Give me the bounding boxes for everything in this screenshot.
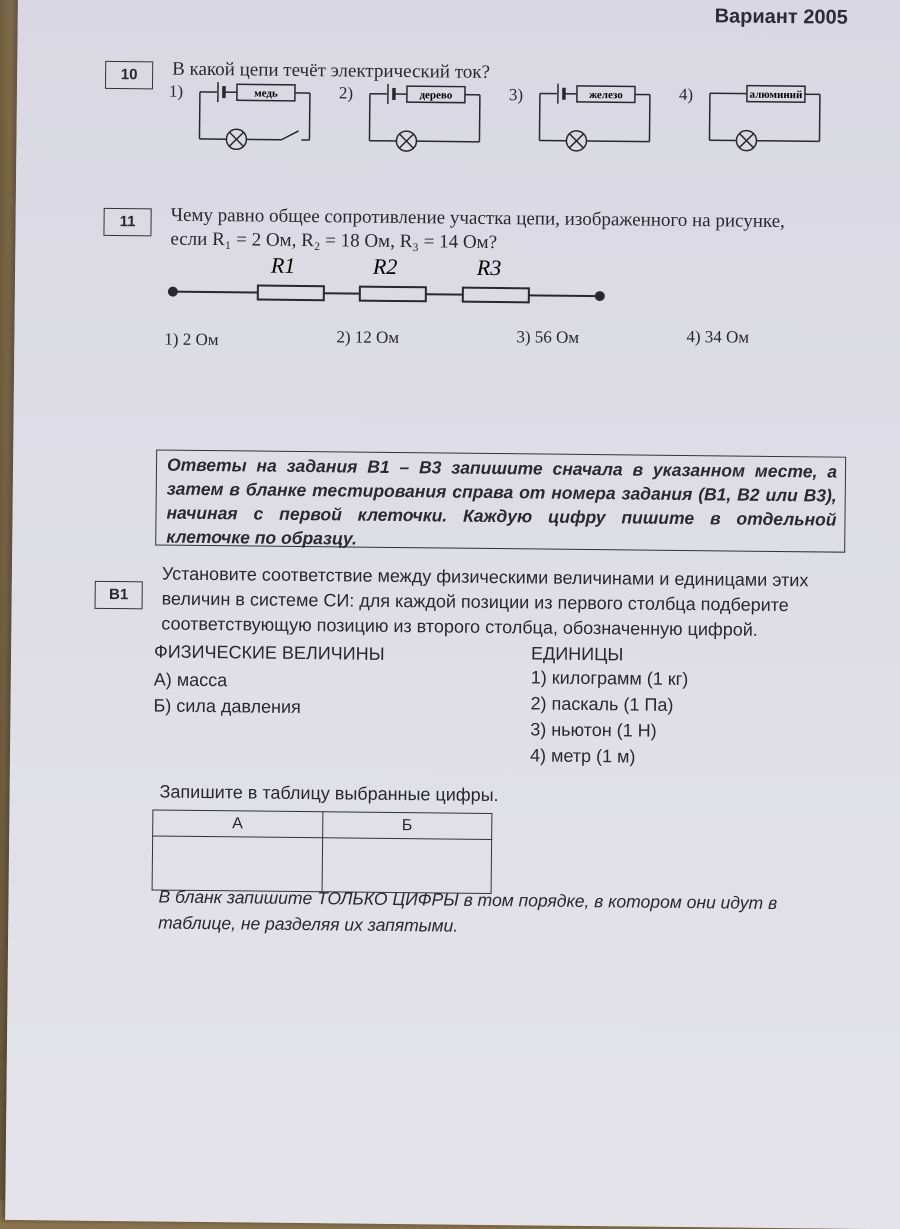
b1-unit-3: 3) ньютон (1 Н) — [530, 717, 657, 742]
circuit-2-diagram — [366, 76, 492, 157]
b1-unit-1: 1) килограмм (1 кг) — [531, 665, 689, 691]
b1-quantity-a: А) масса — [154, 667, 228, 692]
q10-option-2-number: 2) — [339, 83, 353, 103]
circuit-4-material: алюминий — [749, 89, 803, 102]
circuit-3-material: железо — [589, 89, 623, 101]
resistor-r1 — [258, 286, 324, 301]
resistor-r3-label: R3 — [476, 255, 502, 280]
b1-unit-4: 4) метр (1 м) — [530, 743, 636, 768]
b1-answer-table — [152, 809, 493, 894]
question-10-text: В какой цепи течёт электрический ток? — [172, 58, 490, 85]
answer-table-header-a: А — [153, 810, 323, 838]
b1-note-line-1: В бланк запишите ТОЛЬКО ЦИФРЫ в том порядке, в котором они идут в — [158, 884, 777, 916]
q11-answer-2: 2) 12 Ом — [336, 327, 399, 348]
resistor-r3 — [463, 288, 529, 303]
question-11-line-2: если R₁ = 2 Ом, R₂ = 18 Ом, R₃ = 14 Ом? — [170, 228, 497, 255]
series-circuit-diagram — [163, 250, 614, 315]
circuit-1-material: медь — [254, 87, 278, 99]
b1-text-line-3: соответствующую позицию из второго столбца, обозначенную цифрой. — [161, 612, 758, 642]
b1-quantity-b: Б) сила давления — [153, 693, 301, 719]
variant-title: Вариант 2005 — [715, 5, 848, 29]
b1-text-line-2: величин в системе СИ: для каждой позиции из первого столбца подберите — [162, 587, 789, 618]
circuit-4-diagram — [706, 75, 832, 156]
q11-answer-3: 3) 56 Ом — [516, 327, 579, 348]
question-number-10: 10 — [105, 61, 153, 90]
resistor-r2 — [360, 287, 426, 302]
b1-units-header: ЕДИНИЦЫ — [531, 641, 624, 666]
b1-table-prompt: Запишите в таблицу выбранные цифры. — [159, 780, 498, 808]
circuit-1-diagram — [196, 74, 322, 155]
resistor-r2-label: R2 — [372, 254, 398, 279]
question-number-11: 11 — [103, 208, 151, 237]
resistor-r1-label: R1 — [270, 253, 296, 278]
question-number-b1: В1 — [95, 581, 143, 610]
b1-unit-2: 2) паскаль (1 Па) — [530, 691, 673, 716]
b1-note-line-2: таблице, не разделяя их запятыми. — [158, 910, 458, 939]
exam-sheet — [5, 0, 900, 1229]
instructions-box: Ответы на задания В1 – В3 запишите сначала в указанном месте, а затем в бланке тестирования справа от номера задания (В1, В2 или В3), начиная с первой клеточки. Каждую цифру пишите в отдельной клеточке по образцу. — [155, 449, 846, 552]
q10-option-3-number: 3) — [509, 85, 523, 105]
q11-answer-1: 1) 2 Ом — [164, 330, 218, 351]
q11-answer-4: 4) 34 Ом — [686, 327, 749, 348]
answer-table-header-b: Б — [322, 812, 492, 840]
circuit-2-material: дерево — [419, 89, 452, 101]
b1-text-line-1: Установите соответствие между физическими величинами и единицами этих — [162, 562, 809, 593]
question-11-line-1: Чему равно общее сопротивление участка цепи, изображенного на рисунке, — [171, 204, 785, 234]
b1-quantities-header: ФИЗИЧЕСКИЕ ВЕЛИЧИНЫ — [154, 639, 385, 665]
terminal-right — [595, 291, 605, 301]
q10-option-1-number: 1) — [169, 82, 183, 102]
q10-option-4-number: 4) — [679, 85, 693, 105]
circuit-3-diagram — [536, 75, 662, 156]
